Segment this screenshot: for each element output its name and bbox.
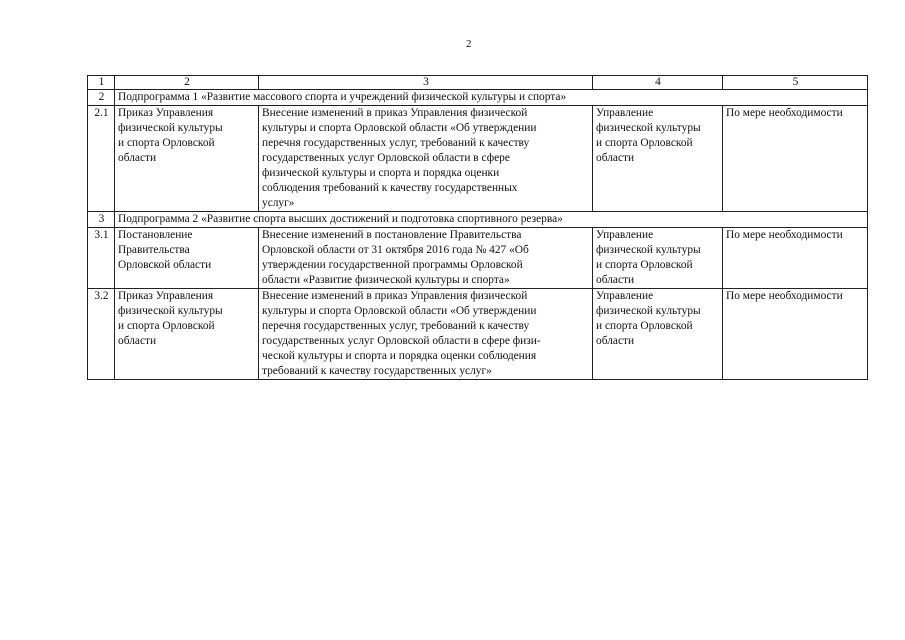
header-cell-3: 3 [259,76,593,90]
table-row [88,106,868,212]
deadline: По мере необходимости [723,228,868,289]
plan-table [87,75,868,380]
responsible-executor: Управление физической культуры и спорта Орловской области [593,228,723,289]
section-row [88,90,868,106]
deadline: По мере необходимости [723,289,868,380]
document-type: Приказ Управления физической культуры и спорта Орловской области [115,106,259,212]
header-row [88,76,868,90]
document-content: Внесение изменений в приказ Управления физической культуры и спорта Орловской области «Об утверждении перечня государственных услуг, требований к качеству государственных услуг Орловской области в сфере физи- ческой культуры и спорта и порядка оценки соблюдения требований к качеству государственных услуг» [259,289,593,380]
header-cell-1: 1 [88,76,115,90]
section-number: 3 [88,212,115,228]
row-number: 3.1 [88,228,115,289]
page-number: 2 [466,38,472,50]
header-cell-2: 2 [115,76,259,90]
responsible-executor: Управление физической культуры и спорта Орловской области [593,106,723,212]
section-number: 2 [88,90,115,106]
document-content: Внесение изменений в постановление Правительства Орловской области от 31 октября 2016 года № 427 «Об утверждении государственной программы Орловской области «Развитие физической культуры и спорта» [259,228,593,289]
responsible-executor: Управление физической культуры и спорта Орловской области [593,289,723,380]
row-number: 3.2 [88,289,115,380]
table-row [88,228,868,289]
section-title: Подпрограмма 1 «Развитие массового спорта и учреждений физической культуры и спорта» [115,90,868,106]
document-content: Внесение изменений в приказ Управления физической культуры и спорта Орловской области «Об утверждении перечня государственных услуг, требований к качеству государственных услуг Орловской области в сфере физической культуры и спорта и порядка оценки соблюдения требований к качеству государственных услуг» [259,106,593,212]
row-number: 2.1 [88,106,115,212]
document-type: Постановление Правительства Орловской области [115,228,259,289]
document-type: Приказ Управления физической культуры и спорта Орловской области [115,289,259,380]
header-cell-4: 4 [593,76,723,90]
section-title: Подпрограмма 2 «Развитие спорта высших достижений и подготовка спортивного резерва» [115,212,868,228]
section-row [88,212,868,228]
table-row [88,289,868,380]
deadline: По мере необходимости [723,106,868,212]
header-cell-5: 5 [723,76,868,90]
